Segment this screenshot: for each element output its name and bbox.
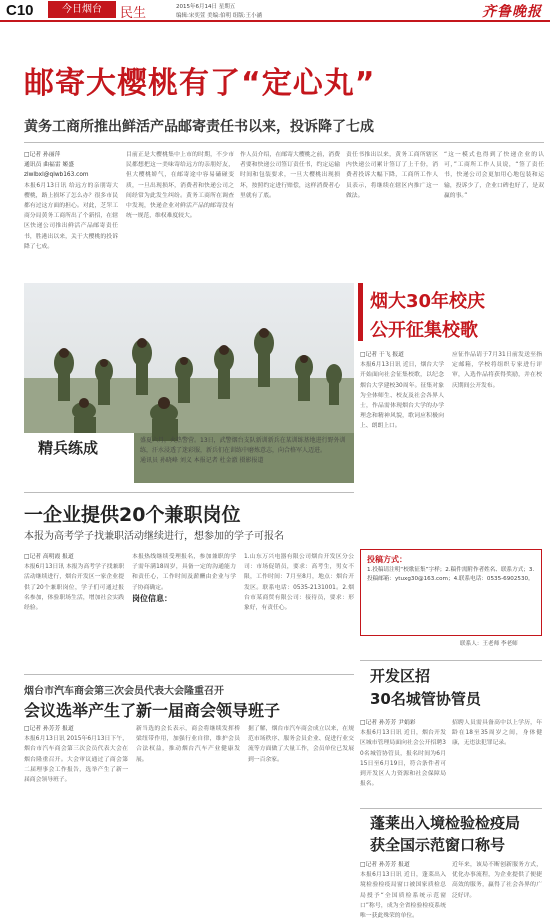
divider	[360, 660, 542, 661]
sidebar-accent-bar	[358, 283, 363, 341]
recruit-byline: □记者 孙芳芳 尹娟彩	[360, 720, 416, 726]
divider	[360, 808, 542, 809]
recruit-title-1: 开发区招	[370, 667, 431, 685]
main-byline: □记者 孙丽萍	[24, 152, 61, 158]
job-text-1: 本报6月13日讯 本报为高考学子找兼职活动继续进行，烟台开发区一家企业提供了20个兼职岗位，学子们可通过报名参加，体验职场生活，增加社会实践经验。	[24, 564, 124, 612]
main-column-2: 目前正是大樱桃集中上市的时期，不少市民都想把这一美味寄给远方的亲朋好友，但大樱桃娇气，在邮寄途中容易磕碰变质，一旦出现损坏，消费者和快递公司之间经常为此发生纠纷。黄务工商所在调查中发现，快递企业对鲜活产品的邮寄没有统一规范，维权难度较大。	[126, 152, 234, 220]
inspection-title-1: 蓬莱出入境检验检疫局	[370, 814, 521, 832]
job-text-2: 本报热线继续受理报名，参加兼职的学子需年满18周岁，具备一定的沟通能力和责任心，工作时间及薪酬由企业与学子协商确定。	[132, 554, 236, 591]
job-byline: □记者 高明霞 报道	[24, 554, 74, 560]
photo-caption-text: 盛夏六月，火热警营。13日，武警烟台支队新训新兵在某训练基地进行野外训练，汗水浸透了迷彩服，新兵们在训练中磨炼意志，向合格军人迈进。	[140, 437, 346, 454]
job-column-1	[24, 552, 124, 670]
recruit-column-1	[360, 718, 446, 804]
chamber-headline: 会议选举产生了新一届商会领导班子	[24, 701, 281, 720]
inspection-title-2: 获全国示范窗口称号	[370, 836, 506, 854]
sidebar-byline: □记者 于飞 报道	[360, 352, 404, 358]
inspection-column-2: 近年来，该局不断创新服务方式，优化办事流程，为企业提供了便捷高效的服务，赢得了社会各界的广泛好评。	[452, 862, 542, 899]
recruit-title-2: 30名城管协管员	[370, 690, 481, 708]
sidebar-column-1	[360, 350, 444, 542]
main-column-5: “这一模式也得到了快递企业的认可，”工商所工作人员说，“签了责任书，快递公司会更加用心地包装和运输，投诉少了，企业口碑也好了，是双赢的事。”	[444, 152, 544, 199]
job-column-2	[132, 552, 236, 670]
editor-line: 编辑:宋奕萱 美编:伯明 组版:王小涵	[176, 13, 263, 19]
divider	[24, 674, 354, 675]
submission-text: 1.投稿请注明“校歌征集”字样；2.稿件需附作者姓名、联系方式；3.投稿邮箱：ytuxg30@163.com；4.联系电话：0535-6902530。	[367, 567, 535, 583]
main-column-1	[24, 150, 118, 275]
divider	[24, 492, 354, 493]
main-email: zlwlbxl@qlwb163.com	[24, 172, 89, 179]
sidebar-title-1: 烟大30年校庆	[370, 291, 486, 312]
main-headline: 邮寄大樱桃有了“定心丸”	[24, 66, 376, 101]
inspection-text-1: 本报6月13日讯 近日，蓬莱出入境检验检疫局窗口被国家质检总局授予“全国质检系统示范窗口”称号，成为全省检验检疫系统唯一获此殊荣的单位。	[360, 872, 446, 920]
chamber-kicker: 烟台市汽车商会第三次会员代表大会隆重召开	[24, 686, 224, 697]
page-number: C10	[6, 2, 34, 19]
recruit-column-2: 招聘人员需具备高中以上学历，年龄在18至35周岁之间，身体健康，无违法犯罪记录。	[452, 720, 542, 747]
date-line: 2015年6月14日 星期五	[176, 4, 236, 10]
chamber-column-1	[24, 724, 128, 916]
photo-credit: 通讯员 孙晓峰 刘义 本报记者 杜金澈 摄影报道	[140, 457, 264, 464]
job-subheadline: 本报为高考学子找兼职活动继续进行，想参加的学子可报名	[24, 531, 284, 542]
inspection-byline: □记者 孙芳芳 报道	[360, 862, 410, 868]
submission-heading: 投稿方式：	[367, 555, 407, 564]
job-column-3: 1.山东万兴电器有限公司烟台开发区分公司：市场促销员，要求：高考生，男女不限，工作时间：7月至8月，地点：烟台开发区。联系电话：0535-2131001。2.烟台市某商贸有限公司：接待员，要求：形象好，有责任心。	[244, 554, 354, 612]
submission-info-box	[360, 549, 542, 636]
sidebar-column-2: 应征作品请于7月31日前发送至指定邮箱，学校将组织专家进行评审，入选作品将获得奖励，并在校庆期间公开发布。	[452, 352, 542, 389]
recruit-text-1: 本报6月13日讯 近日，烟台开发区城市管理局面向社会公开招聘30名城管协管员，报名时间为6月15日至6月19日，符合条件者可到开发区人力资源和社会保障局报名。	[360, 730, 446, 788]
photo-caption	[140, 436, 354, 466]
section-label: 今日烟台	[48, 1, 116, 18]
main-column-3: 作人员介绍，在邮寄大樱桃之前，消费者要和快递公司签订责任书，约定运输时间和包装要求，一旦大樱桃出现损坏，按照约定进行赔偿，这样消费者心里就有了底。	[240, 152, 340, 199]
job-headline: 一企业提供20个兼职岗位	[24, 504, 241, 526]
inspection-column-1	[360, 860, 446, 920]
main-column-4: 责任书推出以来，黄务工商所辖区内快递公司累计签订了上千份，消费者投诉大幅下降，工商所工作人员表示，将继续在辖区内推广这一做法。	[346, 152, 438, 199]
newspaper-logo: 齐鲁晚报	[482, 4, 542, 20]
main-byline-2: 通讯员 曲福雷 姬盛	[24, 162, 75, 169]
divider	[24, 142, 544, 143]
sidebar-contact: 联系人：王老师 李老师	[460, 641, 518, 647]
sidebar-text-1: 本报6月13日讯 近日，烟台大学开始面向社会征集校歌，以纪念烟台大学建校30周年。征集对象为全体师生、校友及社会各界人士，作品需体现烟台大学的办学理念和精神风貌，歌词应积极向上、朗朗上口。	[360, 362, 444, 430]
chamber-byline: □记者 孙芳芳 报道	[24, 726, 74, 732]
channel-label: 民生	[120, 6, 147, 21]
sidebar-title-2: 公开征集校歌	[370, 320, 478, 341]
photo-heading: 精兵练成	[38, 439, 99, 457]
page-header	[0, 0, 550, 22]
job-positions-heading: 岗位信息：	[132, 593, 172, 603]
chamber-column-3: 据了解，烟台市汽车商会成立以来，在规范市场秩序、服务会员企业、促进行业交流等方面做了大量工作，会员单位已发展到一百余家。	[248, 726, 354, 763]
main-subheadline: 黄务工商所推出鲜活产品邮寄责任书以来，投诉降了七成	[24, 119, 374, 135]
chamber-text-1: 本报6月13日讯 2015年6月13日下午，烟台市汽车商会第三次会员代表大会在烟台隆重召开。大会审议通过了商会第二届理事会工作报告，选举产生了新一届商会领导班子。	[24, 736, 128, 784]
main-text-1: 本报6月13日讯 给远方的亲朋寄大樱桃，路上损坏了怎么办？很多市民都有过这方面的担心。对此，芝罘工商分局黄务工商所出了个新招，在辖区快递公司推出鲜活产品邮寄责任书，胜港出以来，关于大樱桃的投诉降了七成。	[24, 182, 118, 250]
chamber-column-2: 新当选的会长表示，商会将继续发挥桥梁纽带作用，加强行业自律，维护会员合法权益，推动烟台汽车产业健康发展。	[136, 726, 240, 763]
